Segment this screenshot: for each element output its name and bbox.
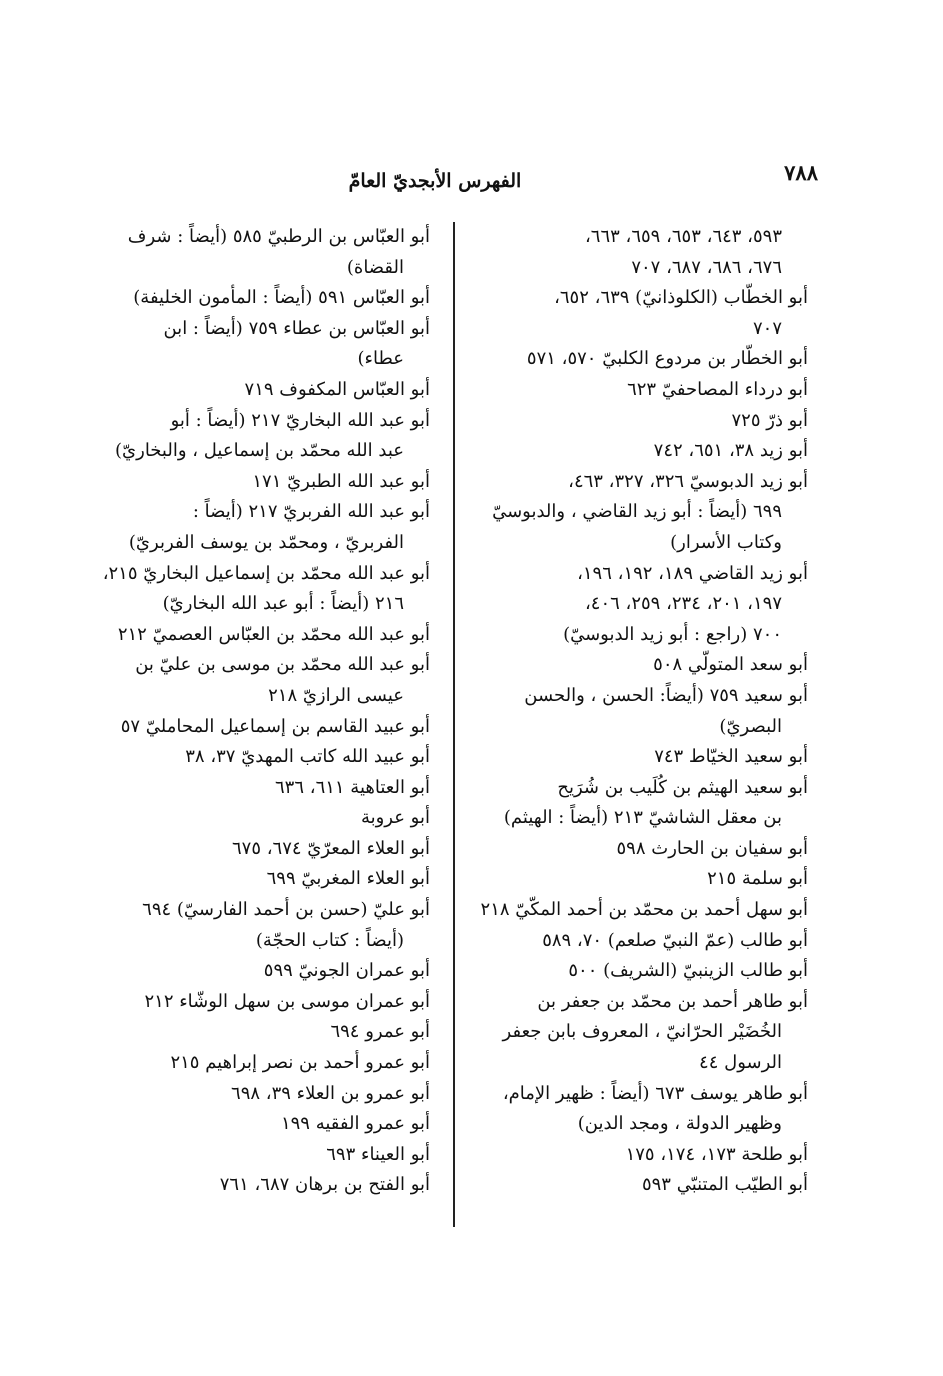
index-entry: أبو سفيان بن الحارث ٥٩٨ bbox=[616, 837, 808, 859]
index-entry-continuation: وظهير الدولة ، ومجد الدين) bbox=[577, 1113, 782, 1135]
index-entry: أبو طلحة ١٧٣، ١٧٤، ١٧٥ bbox=[625, 1143, 808, 1165]
index-entry-continuation: ٧٠٠ (راجع : أبو زيد الدبوسيّ) bbox=[563, 623, 782, 645]
index-entry: أبو العيناء ٦٩٣ bbox=[326, 1143, 430, 1165]
index-entry-continuation: ٥٩٣، ٦٤٣، ٦٥٣، ٦٥٩، ٦٦٣، bbox=[584, 226, 782, 247]
index-entry-continuation: الخُضَيْر الحرّانيّ ، المعروف بابن جعفر bbox=[502, 1021, 782, 1043]
index-entry-continuation: ٦٧٦، ٦٨٦، ٦٨٧، ٧٠٧ bbox=[631, 256, 782, 278]
index-entry: أبو عبيد القاسم بن إسماعيل المحامليّ ٥٧ bbox=[120, 715, 430, 737]
index-entry-continuation: وكتاب الأسرار) bbox=[670, 531, 782, 553]
index-entry: أبو الخطّاب (الكلوذانيّ) ٦٣٩، ٦٥٢، bbox=[554, 287, 808, 309]
index-entry: أبو العبّاس ٥٩١ (أيضاً : المأمون الخليفة) bbox=[133, 287, 430, 309]
index-entry: أبو عمران موسى بن سهل الوشّاء ٢١٢ bbox=[144, 990, 430, 1012]
index-entry-continuation: الفربريّ ، ومحمّد بن يوسف الفربريّ) bbox=[128, 531, 404, 553]
index-entry: أبو العبّاس بن الرطبيّ ٥٨٥ (أيضاً : شرف bbox=[127, 226, 430, 247]
index-entry-continuation: عيسى الرازيّ ٢١٨ bbox=[268, 684, 404, 706]
index-entry: أبو عبد الله محمّد بن موسى بن عليّ بن bbox=[135, 654, 430, 676]
index-entry: أبو سهل أحمد بن محمّد بن أحمد المكّيّ ٢١٨ bbox=[480, 899, 808, 921]
index-entry: أبو عليّ (حسن بن أحمد الفارسيّ) ٦٩٤ bbox=[142, 899, 430, 921]
index-entry: أبو العلاء المعرّيّ ٦٧٤، ٦٧٥ bbox=[231, 837, 430, 859]
index-entry: أبو سلمة ٢١٥ bbox=[707, 868, 808, 890]
index-entry: أبو طاهر أحمد بن محمّد بن جعفر بن bbox=[537, 990, 808, 1012]
index-entry: أبو زيد القاضي ١٨٩، ١٩٢، ١٩٦، bbox=[577, 562, 808, 584]
index-entry-continuation: القضاة) bbox=[346, 256, 404, 278]
index-entry: أبو عبيد الله كاتب المهديّ ٣٧، ٣٨ bbox=[185, 746, 430, 768]
index-entry: أبو سعيد الهيثم بن كُلَيب بن شُرَيح bbox=[557, 776, 808, 798]
index-entry: أبو طالب (عمّ النبيّ صلعم) ٧٠، ٥٨٩ bbox=[542, 929, 808, 951]
index-entry: أبو الطيّب المتنبّي ٥٩٣ bbox=[641, 1174, 808, 1196]
column-divider bbox=[453, 222, 455, 1227]
index-column-right bbox=[465, 222, 808, 1201]
index-entry: أبو عبد الله البخاريّ ٢١٧ (أيضاً : أبو bbox=[170, 409, 430, 431]
index-entry: أبو العلاء المغربيّ ٦٩٩ bbox=[266, 868, 430, 890]
index-entry: أبو الفتح بن برهان ٦٨٧، ٧٦١ bbox=[219, 1174, 430, 1196]
index-entry: أبو زيد ٣٨، ٦٥١، ٧٤٢ bbox=[653, 440, 808, 462]
index-entry: أبو عمران الجونيّ ٥٩٩ bbox=[263, 960, 430, 982]
index-entry-continuation: ١٩٧، ٢٠١، ٢٣٤، ٢٥٩، ٤٠٦، bbox=[584, 593, 782, 615]
index-entry-continuation: البصريّ) bbox=[719, 715, 782, 737]
index-entry: أبو طاهر يوسف ٦٧٣ (أيضاً : ظهير الإمام، bbox=[502, 1082, 808, 1104]
index-entry-continuation: ٦٩٩ (أيضاً : أبو زيد القاضي ، والدبوسيّ bbox=[492, 501, 782, 523]
index-entry: أبو العتاهية ٦١١، ٦٣٦ bbox=[275, 776, 430, 798]
index-entry: أبو عمرو بن العلاء ٣٩، ٦٩٨ bbox=[231, 1082, 430, 1104]
index-entry: أبو عبد الله محمّد بن العبّاس العصميّ ٢١٢ bbox=[117, 623, 430, 645]
index-entry: أبو ذرّ ٧٢٥ bbox=[731, 409, 808, 431]
index-entry: أبو زيد الدبوسيّ ٣٢٦، ٣٢٧، ٤٦٣، bbox=[568, 470, 808, 492]
index-column-left bbox=[100, 222, 430, 1201]
index-entry-continuation: ٧٠٧ bbox=[752, 317, 782, 339]
index-entry: أبو الخطّار بن مردوع الكلبيّ ٥٧٠، ٥٧١ bbox=[526, 348, 808, 370]
index-entry: أبو سعد المتولّي ٥٠٨ bbox=[653, 654, 808, 676]
index-entry: أبو درداء المصاحفيّ ٦٢٣ bbox=[627, 378, 808, 400]
index-entry-continuation: بن معقل الشاشيّ ٢١٣ (أيضاً : الهيثم) bbox=[503, 807, 782, 829]
index-entry-continuation: عطاء) bbox=[357, 348, 404, 370]
index-entry: أبو عمرو أحمد بن نصر إبراهيم ٢١٥ bbox=[170, 1052, 430, 1074]
index-entry: أبو عبد الله الطبريّ ١٧١ bbox=[252, 470, 430, 492]
index-entry: أبو عمرو ٦٩٤ bbox=[330, 1021, 430, 1043]
index-entry: أبو سعيد الخيّاط ٧٤٣ bbox=[654, 746, 808, 768]
index-entry: أبو عروبة bbox=[360, 807, 430, 829]
index-entry: أبو سعيد ٧٥٩ (أيضاً: الحسن ، والحسن bbox=[524, 684, 808, 706]
index-entry: أبو طالب الزينبيّ (الشريف) ٥٠٠ bbox=[568, 960, 808, 982]
index-entry-continuation: عبد الله محمّد بن إسماعيل ، والبخاريّ) bbox=[115, 440, 404, 462]
index-entry: أبو العبّاس بن عطاء ٧٥٩ (أيضاً : ابن bbox=[163, 317, 430, 339]
index-entry: أبو عبد الله الفربريّ ٢١٧ (أيضاً : bbox=[192, 501, 430, 523]
index-entry-continuation: الرسول ٤٤ bbox=[699, 1052, 782, 1074]
index-entry-continuation: ٢١٦ (أيضاً : أبو عبد الله البخاريّ) bbox=[162, 593, 404, 615]
index-entry-continuation: (أيضاً : كتاب الحجّة) bbox=[255, 929, 404, 951]
page-number: ٧٨٨ bbox=[784, 160, 818, 185]
index-entry: أبو عمرو الفقيه ١٩٩ bbox=[280, 1113, 430, 1135]
running-title: الفهرس الأبجديّ العامّ bbox=[348, 170, 522, 192]
index-entry: أبو عبد الله محمّد بن إسماعيل البخاريّ ٢١٥، bbox=[102, 562, 430, 584]
index-entry: أبو العبّاس المكفوف ٧١٩ bbox=[244, 378, 430, 400]
